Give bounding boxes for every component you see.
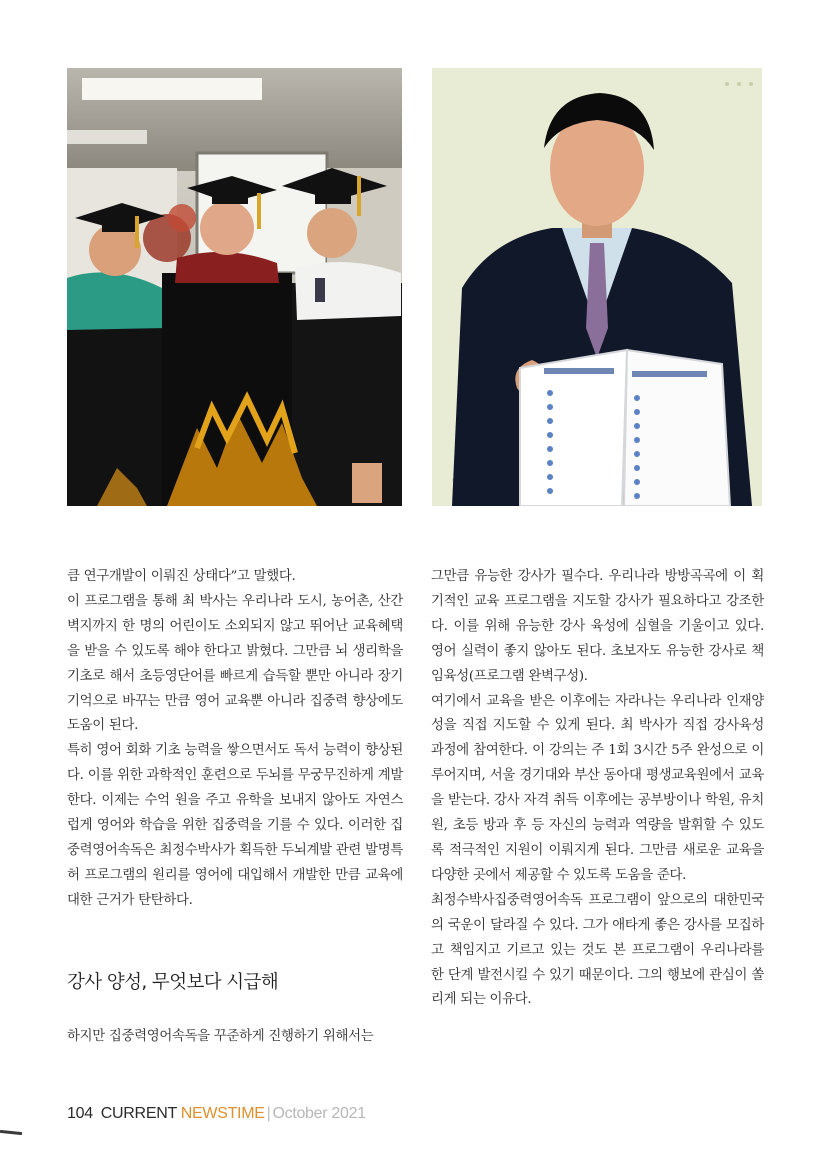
left-column — [67, 565, 403, 914]
left-paragraph-1: 큼 연구개발이 이뤄진 상태다”고 말했다. — [67, 569, 296, 584]
portrait-photo-illustration — [432, 68, 762, 506]
right-paragraph-2: 여기에서 교육을 받은 이후에는 자라나는 우리나라 인재양성을 직접 지도할 수 있게 된다. 최 박사가 직접 강사육성 과정에 참여한다. 이 강의는 주 1회 3시간 5주 완성으로 이루어지며, 서울 경기대와 부산 동아대 평생교육원에서 교육을 받는다. 강사 자격 취득 이후에는 공부방이나 학원, 유치원, 초등 방과 후 등 자신의 능력과 역량을 발휘할 수 있도록 적극적인 지원이 이뤄지게 된다. 그만큼 새로운 교육을 다양한 곳에서 제공할 수 있도록 도움을 준다. — [431, 693, 764, 883]
page-number: 104 — [67, 1105, 93, 1122]
page-footer — [67, 1102, 366, 1126]
brand-name-newstime: NEWSTIME — [180, 1105, 265, 1122]
brand-name-current: CURRENT — [100, 1105, 181, 1122]
section-subheading: 강사 양성, 무엇보다 시급해 — [67, 972, 279, 993]
right-paragraph-3: 최정수박사집중력영어속독 프로그램이 앞으로의 대한민국의 국운이 달라질 수 있다. 그가 애타게 좋은 강사를 모집하고 책임지고 기르고 있는 것도 본 프로그램이 우리나라를 한 단계 발전시킬 수 있기 때문이다. 그의 행보에 관심이 쏠리게 되는 이유다. — [431, 892, 764, 1008]
right-column — [431, 565, 764, 1013]
graduation-photo-illustration — [67, 68, 402, 506]
portrait-photo — [432, 68, 762, 506]
left-paragraph-2: 이 프로그램을 통해 최 박사는 우리나라 도시, 농어촌, 산간벽지까지 한 명의 어린이도 소외되지 않고 뛰어난 교육혜택을 받을 수 있도록 해야 한다고 밝혔다. 그만큼 뇌 생리학을 기초로 해서 초등영단어를 빠르게 습득할 뿐만 아니라 장기기억으로 바꾸는 만큼 영어 교육뿐 아니라 집중력 향상에도 도움이 된다. — [67, 593, 403, 734]
left-paragraph-3: 특히 영어 회화 기초 능력을 쌓으면서도 독서 능력이 향상된다. 이를 위한 과학적인 훈련으로 두뇌를 무궁무진하게 계발한다. 이제는 수억 원을 주고 유학을 보내지 않아도 자연스럽게 영어와 학습을 위한 집중력을 기를 수 있다. 이러한 집중력영어속독은 최정수박사가 획득한 두뇌계발 관련 발명특허 프로그램의 원리를 영어에 대입해서 개발한 만큼 교육에 대한 근거가 탄탄하다. — [67, 743, 403, 908]
footer-separator: | — [266, 1105, 271, 1122]
graduation-photo — [67, 68, 402, 506]
right-paragraph-1: 그만큼 유능한 강사가 필수다. 우리나라 방방곡곡에 이 획기적인 교육 프로그램을 지도할 강사가 필요하다고 강조한다. 이를 위해 유능한 강사 육성에 심혈을 기울이고 있다. 영어 실력이 좋지 않아도 된다. 초보자도 유능한 강사로 책임육성(프로그램 완벽구성). — [431, 569, 764, 684]
left-column-tail — [67, 1025, 403, 1050]
issue-date: October 2021 — [272, 1105, 366, 1122]
scan-edge-mark — [0, 1130, 22, 1135]
left-paragraph-tail: 하지만 집중력영어속독을 꾸준하게 진행하기 위해서는 — [67, 1029, 374, 1044]
